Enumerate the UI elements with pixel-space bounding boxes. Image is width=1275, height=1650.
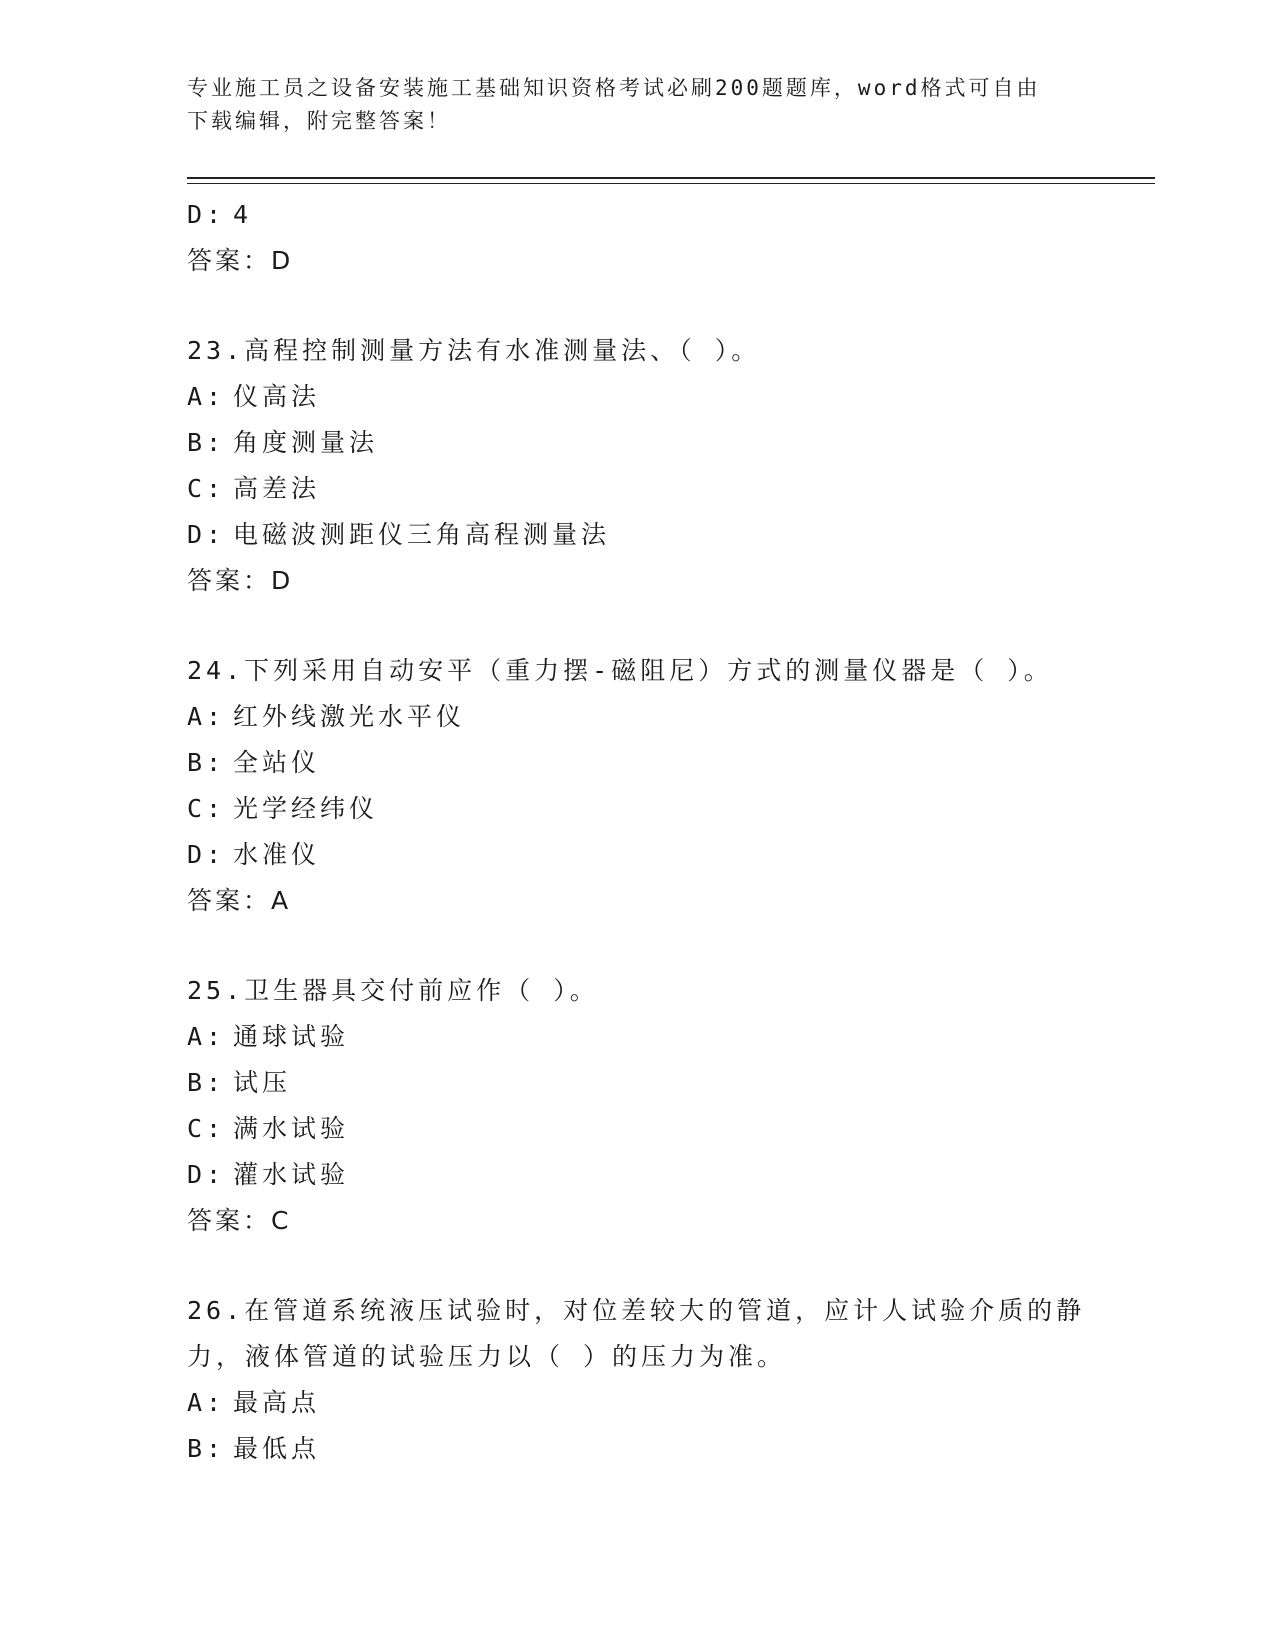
header-divider-thin bbox=[187, 183, 1155, 184]
option-letter: D: bbox=[187, 520, 226, 549]
option-letter: A: bbox=[187, 702, 226, 731]
option-letter: D: bbox=[187, 200, 226, 229]
question-title-line-1: 26.在管道系统液压试验时，对位差较大的管道，应计人试验介质的静 bbox=[187, 1296, 1086, 1325]
answer: 答案：A bbox=[187, 886, 292, 915]
spacer bbox=[187, 284, 1107, 328]
question-23 bbox=[187, 328, 1107, 604]
option-b bbox=[187, 1426, 1107, 1472]
option-letter: A: bbox=[187, 1388, 226, 1417]
question-list bbox=[187, 192, 1107, 1472]
prev-answer: 答案：D bbox=[187, 246, 294, 275]
option-d bbox=[187, 512, 1107, 558]
option-text: 通球试验 bbox=[233, 1022, 350, 1051]
spacer bbox=[187, 1244, 1107, 1288]
header-line-1: 专业施工员之设备安装施工基础知识资格考试必刷200题题库，word格式可自由 bbox=[187, 76, 1041, 100]
question-25 bbox=[187, 968, 1107, 1244]
option-letter: B: bbox=[187, 748, 226, 777]
question-26 bbox=[187, 1288, 1107, 1472]
option-a bbox=[187, 694, 1107, 740]
option-text: 光学经纬仪 bbox=[233, 794, 379, 823]
option-text: 4 bbox=[233, 200, 253, 229]
question-24 bbox=[187, 648, 1107, 924]
option-text: 满水试验 bbox=[233, 1114, 350, 1143]
option-letter: B: bbox=[187, 1068, 226, 1097]
option-letter: C: bbox=[187, 1114, 226, 1143]
prev-option-d bbox=[187, 192, 1107, 238]
option-letter: A: bbox=[187, 382, 226, 411]
option-a bbox=[187, 1014, 1107, 1060]
option-text: 红外线激光水平仪 bbox=[233, 702, 466, 731]
option-a bbox=[187, 374, 1107, 420]
answer: 答案：C bbox=[187, 1206, 292, 1235]
option-text: 最高点 bbox=[233, 1388, 321, 1417]
option-text: 电磁波测距仪三角高程测量法 bbox=[233, 520, 611, 549]
option-b bbox=[187, 420, 1107, 466]
header-line-2: 下载编辑，附完整答案！ bbox=[187, 109, 451, 133]
question-title: 25.卫生器具交付前应作（ ）。 bbox=[187, 976, 599, 1005]
option-b bbox=[187, 740, 1107, 786]
page-header bbox=[187, 72, 1087, 138]
option-letter: B: bbox=[187, 1434, 226, 1463]
header-divider-thick bbox=[187, 177, 1155, 179]
answer: 答案：D bbox=[187, 566, 294, 595]
option-text: 最低点 bbox=[233, 1434, 321, 1463]
option-text: 灌水试验 bbox=[233, 1160, 350, 1189]
spacer bbox=[187, 604, 1107, 648]
option-c bbox=[187, 786, 1107, 832]
option-letter: B: bbox=[187, 428, 226, 457]
option-letter: D: bbox=[187, 840, 226, 869]
option-c bbox=[187, 1106, 1107, 1152]
option-d bbox=[187, 1152, 1107, 1198]
option-text: 水准仪 bbox=[233, 840, 321, 869]
question-title-line-2: 力，液体管道的试验压力以（ ）的压力为准。 bbox=[187, 1342, 787, 1371]
option-text: 试压 bbox=[233, 1068, 292, 1097]
question-title: 24.下列采用自动安平（重力摆-磁阻尼）方式的测量仪器是（ ）。 bbox=[187, 656, 1053, 685]
option-letter: A: bbox=[187, 1022, 226, 1051]
option-text: 角度测量法 bbox=[233, 428, 379, 457]
option-c bbox=[187, 466, 1107, 512]
option-letter: C: bbox=[187, 474, 226, 503]
option-a bbox=[187, 1380, 1107, 1426]
option-text: 仪高法 bbox=[233, 382, 321, 411]
option-text: 全站仪 bbox=[233, 748, 321, 777]
option-d bbox=[187, 832, 1107, 878]
option-letter: C: bbox=[187, 794, 226, 823]
question-title: 23.高程控制测量方法有水准测量法、（ ）。 bbox=[187, 336, 761, 365]
option-b bbox=[187, 1060, 1107, 1106]
spacer bbox=[187, 924, 1107, 968]
option-letter: D: bbox=[187, 1160, 226, 1189]
option-text: 高差法 bbox=[233, 474, 321, 503]
